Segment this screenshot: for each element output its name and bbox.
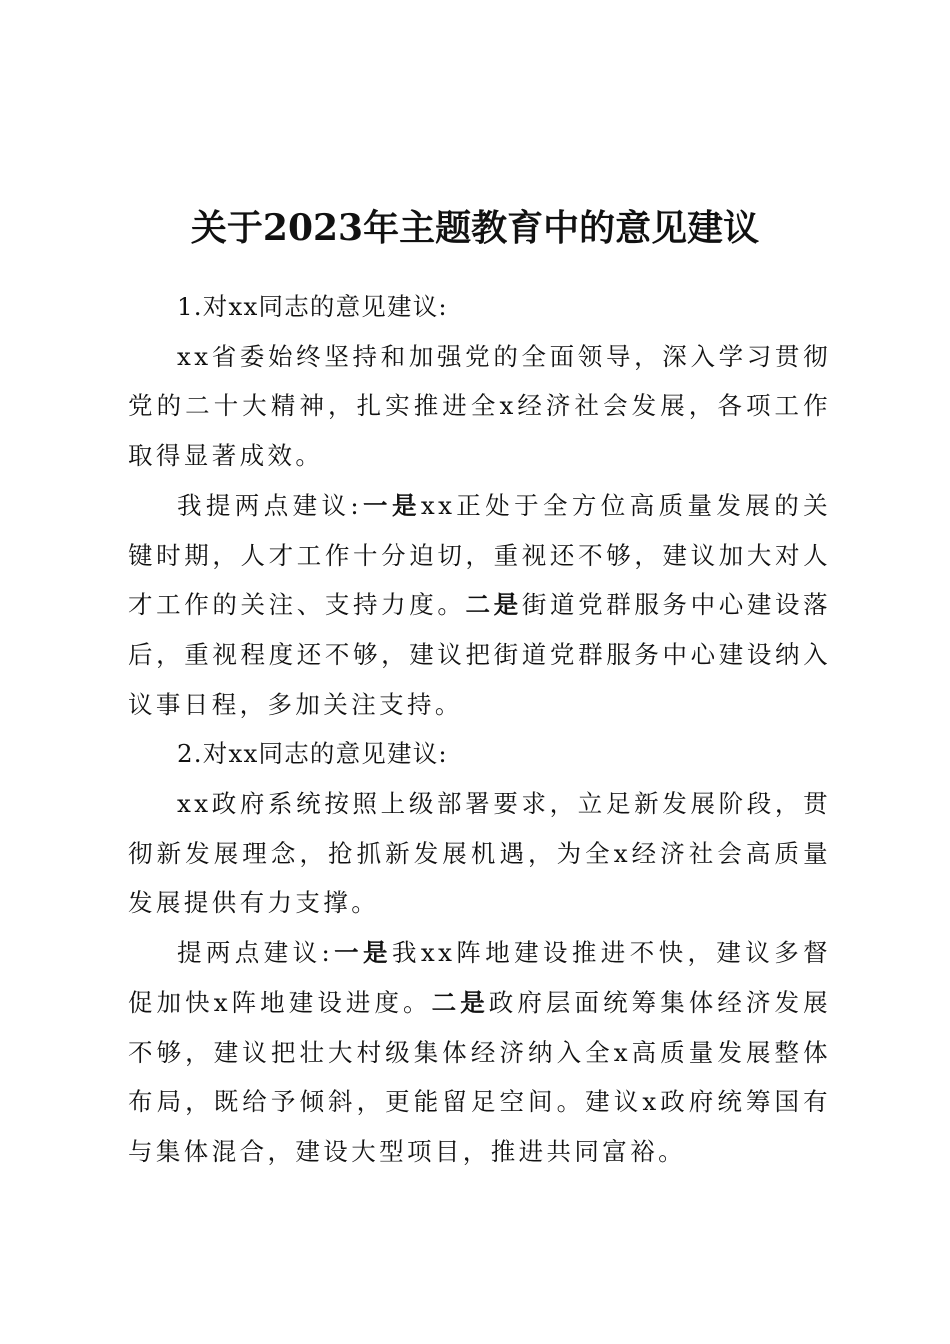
section-1-suggestions [128,481,831,730]
section-2-heading: 2.对xx同志的意见建议: [177,739,448,769]
section-1-summary: xx省委始终坚持和加强党的全面领导，深入学习贯彻党的二十大精神，扎实推进全x经济社会发展，各项工作取得显著成效。 [128,341,831,471]
section-1-point-1-text: xx正处于全方位高质量发展的关键时期，人才工作十分迫切，重视还不够，建议加大对人才工作的关注、支持力度。 [128,490,831,620]
section-1-point-2-text: 街道党群服务中心建设落后，重视程度还不够，建议把街道党群服务中心建设纳入议事日程，多加关注支持。 [128,590,831,719]
section-1-suggestion-intro: 我提两点建议: [177,490,363,520]
section-2-suggestions [128,928,831,1177]
section-1-heading: 1.对xx同志的意见建议: [177,292,448,321]
section-2-suggestion-intro: 提两点建议: [177,938,334,968]
section-2-point-2-label: 二是 [431,987,489,1017]
section-2-point-1-text: 我xx阵地建设推进不快，建议多督促加快x阵地建设进度。 [128,938,831,1017]
document-title: 关于2023年主题教育中的意见建议 [190,207,760,249]
section-1-point-1-label: 一是 [362,490,421,520]
section-1-point-2-label: 二是 [465,590,522,620]
section-2-point-1-label: 一是 [333,938,392,968]
section-2-point-2-text: 政府层面统筹集体经济发展不够，建议把壮大村级集体经济纳入全x高质量发展整体布局，既给予倾斜，更能留足空间。建议x政府统筹国有与集体混合，建设大型项目，推进共同富裕。 [128,987,831,1166]
document-body [128,282,831,1177]
section-2-summary: xx政府系统按照上级部署要求，立足新发展阶段，贯彻新发展理念，抢抓新发展机遇，为全x经济社会高质量发展提供有力支撑。 [128,789,831,918]
